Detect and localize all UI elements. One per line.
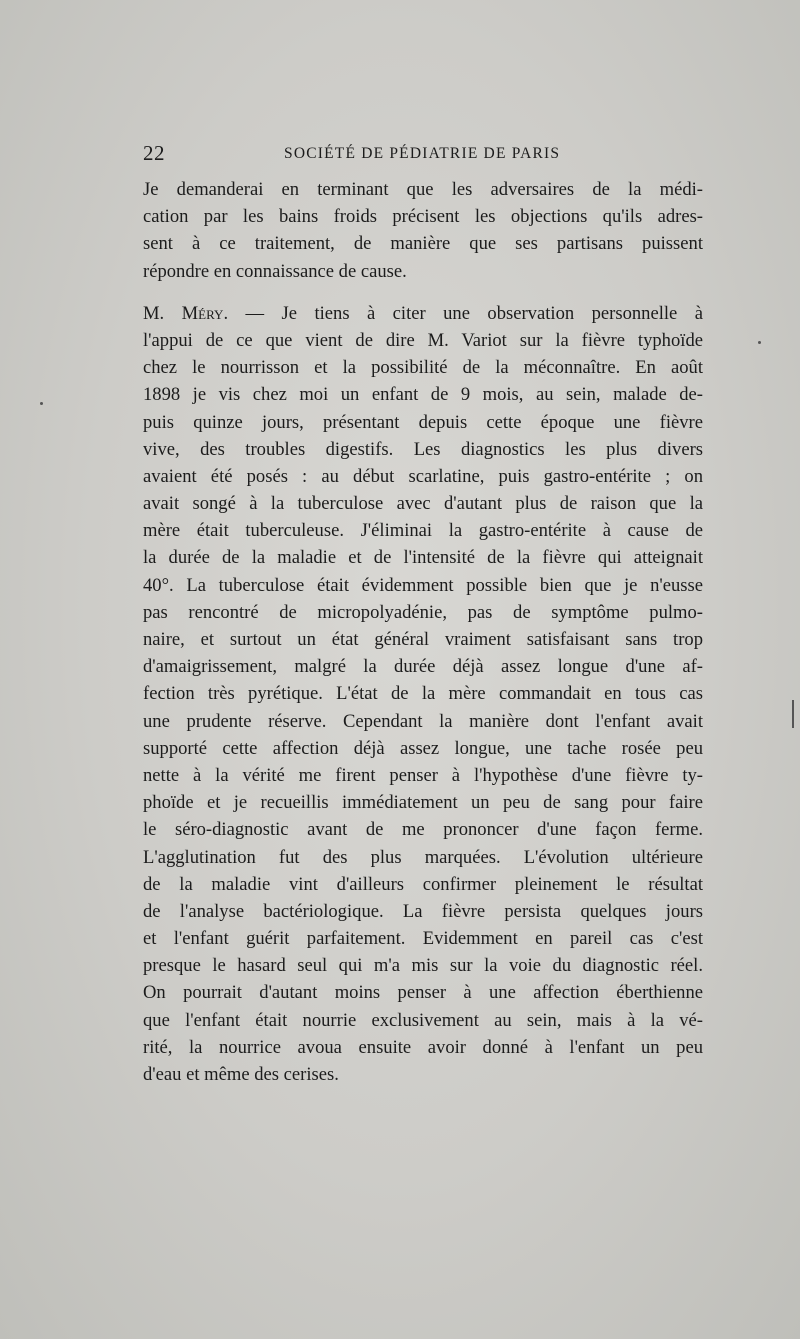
text-line: le séro-diagnostic avant de me prononcer d'une façon ferme. xyxy=(143,819,703,841)
text-line: sent à ce traitement, de manière que ses partisans puissent xyxy=(143,233,703,255)
text-line: l'appui de ce que vient de dire M. Variot sur la fièvre typhoïde xyxy=(143,329,703,351)
text-line: supporté cette affection déjà assez longue, une tache rosée peu xyxy=(143,737,703,759)
page-number: 22 xyxy=(143,141,165,165)
text-line: L'agglutination fut des plus marquées. L'évolution ultérieure xyxy=(143,846,703,868)
text-line: avaient été posés : au début scarlatine, puis gastro-entérite ; on xyxy=(143,465,703,487)
text-line-first xyxy=(143,300,703,327)
text-line: chez le nourrisson et la possibilité de la méconnaître. En août xyxy=(143,357,703,379)
paragraph-1 xyxy=(143,176,703,285)
text-line: fection très pyrétique. L'état de la mère commandait en tous cas xyxy=(143,683,703,705)
page-header xyxy=(143,141,703,169)
text-line: On pourrait d'autant moins penser à une affection éberthienne xyxy=(143,982,703,1004)
body-text xyxy=(143,176,703,1088)
text-line: cation par les bains froids précisent les objections qu'ils adres- xyxy=(143,206,703,228)
text-line: nette à la vérité me firent penser à l'hypothèse d'une fièvre ty- xyxy=(143,764,703,786)
text-line: pas rencontré de micropolyadénie, pas de symptôme pulmo- xyxy=(143,601,703,623)
text-line: Je demanderai en terminant que les adversaires de la médi- xyxy=(143,179,703,200)
text-line: avait songé à la tuberculose avec d'autant plus de raison que la xyxy=(143,493,703,515)
text-line: de l'analyse bactériologique. La fièvre persista quelques jours xyxy=(143,900,703,922)
text-line: naire, et surtout un état général vraiment satisfaisant sans trop xyxy=(143,629,703,650)
text-line: rité, la nourrice avoua ensuite avoir donné à l'enfant un peu xyxy=(143,1036,703,1058)
text-line: que l'enfant était nourrie exclusivement au sein, mais à la vé- xyxy=(143,1009,703,1031)
text-line: puis quinze jours, présentant depuis cette époque une fièvre xyxy=(143,411,703,433)
text-line: la durée de la maladie et de l'intensité de la fièvre qui atteignait xyxy=(143,547,703,569)
text-line: presque le hasard seul qui m'a mis sur la voie du diagnostic réel. xyxy=(143,955,703,977)
text-line: 40°. La tuberculose était évidemment possible bien que je n'eusse xyxy=(143,574,703,596)
paragraph-gap xyxy=(143,285,703,300)
running-title: SOCIÉTÉ DE PÉDIATRIE DE PARIS xyxy=(284,145,561,162)
text-line: phoïde et je recueillis immédiatement un peu de sang pour faire xyxy=(143,792,703,814)
speaker-prefix: M. xyxy=(143,302,182,324)
text-line: et l'enfant guérit parfaitement. Evidemment en pareil cas c'est xyxy=(143,928,703,950)
paragraph-2 xyxy=(143,300,703,1088)
text-line: vive, des troubles digestifs. Les diagnostics les plus divers xyxy=(143,438,703,460)
first-line-rest: . — Je tiens à citer une observation personnelle à xyxy=(223,302,703,324)
text-line: de la maladie vint d'ailleurs confirmer pleinement le résultat xyxy=(143,873,703,895)
text-line: d'amaigrissement, malgré la durée déjà assez longue d'une af- xyxy=(143,656,703,678)
margin-speck xyxy=(758,341,761,344)
margin-speck xyxy=(40,402,43,405)
speaker-name: Méry xyxy=(181,302,224,324)
text-line: une prudente réserve. Cependant la manière dont l'enfant avait xyxy=(143,710,703,732)
text-line: mère était tuberculeuse. J'éliminai la gastro-entérite à cause de xyxy=(143,520,703,542)
text-line: d'eau et même des cerises. xyxy=(143,1064,339,1085)
margin-speck xyxy=(792,700,794,728)
text-line: 1898 je vis chez moi un enfant de 9 mois, au sein, malade de- xyxy=(143,384,703,406)
text-line: répondre en connaissance de cause. xyxy=(143,260,407,282)
